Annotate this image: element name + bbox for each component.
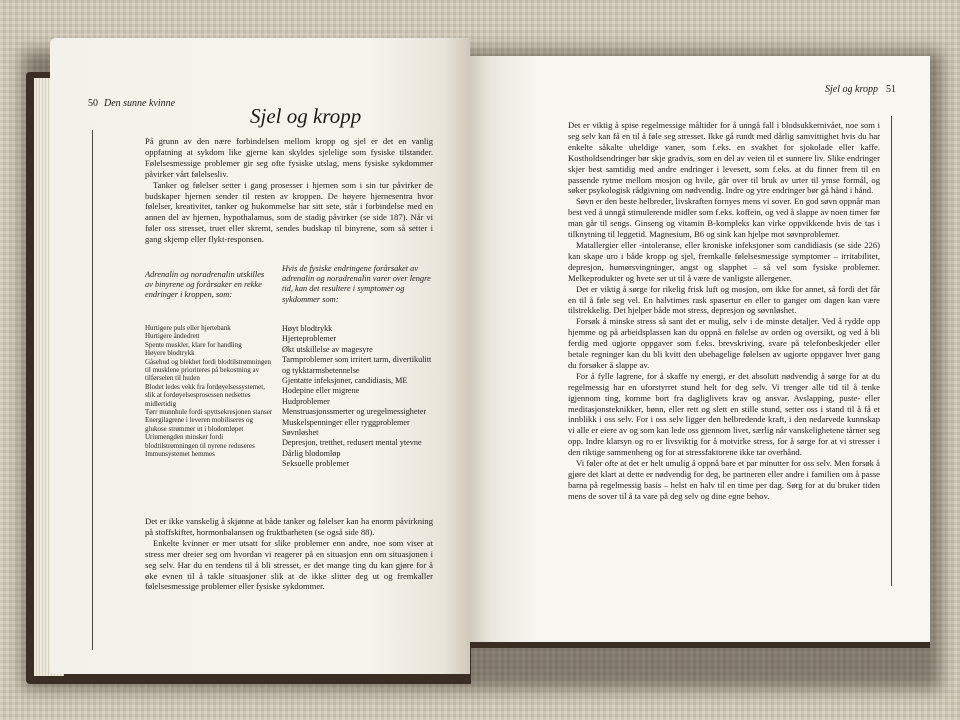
list-item: Gjentatte infeksjoner, candidiasis, ME (282, 376, 408, 386)
list-item: Energilagrene i leveren mobiliseres og glukose strømmer ut i blodomløpet (145, 416, 253, 433)
right-running-head-text: Sjel og kropp (825, 84, 878, 95)
body-paragraph: For å fylle lagrene, for å skaffe ny energi, er det absolutt nødvendig å sørge for at du regelmessig har en uforstyrret stund helt for deg selv. Vi trenger alle tid til å tenke igjennom ting, komme bort fra dagliglivets krav og ansvar. Avslapping, puste- eller meditasjonsteknikker, bønn, eller rett og slett en stille stund, setter oss i stand til å få et innblikk i oss selv. For i oss selv ligger den helbredende kraft, i den nedarvede kunnskap vi alle er eiere av og som kan lede oss gjennom livet, særlig når vanskelighetene tårner seg opp. Indre klarsyn og ro er livsviktig for å motvirke stress, for å sørge for at vi stresser i den riktige sammenheng og for at stressfaktorene ikke tar overhånd. (568, 370, 880, 458)
intro-paragraph: Tanker og følelser setter i gang prosesser i hjernen som i sin tur påvirker de budskaper hjernen sender til resten av kroppen. De høyere hjernesentra hvor følelser, kreativitet, tanker og hukommelse har sitt sete, står i forbindelse med en annen del av hjernen, hypothalamus, som de stadig påvirker (se side 187). Når vi føler oss stresset, truet eller skremt, sendes budskap til binyrene, som så setter i gang skjemp eller flykt-responsen. (145, 179, 433, 245)
list-item: Hurtigere puls eller hjertebank (145, 324, 231, 332)
closing-paragraph: Det er ikke vanskelig å skjønne at både tanker og følelser kan ha enorm påvirkning på stoffskiftet, hormonbalansen og fruktbarheten (se også side 88). (145, 516, 433, 537)
list-item: Hodepine eller migrene (282, 386, 360, 396)
left-page-number: 50 (88, 98, 98, 109)
body-paragraph: Søvn er den beste helbreder, livskraften fornyes mens vi sover. En god søvn oppnår man best ved å unngå stimulerende midler som f.eks. koffein, og ved å slappe av noen timer før man går til sengs. Ginseng og vitamin B-kompleks kan virke oppvikkende hvis de tas i tilknytning til leggetid. Magnesium, B6 og sink kan hjelpe mot søvnproblemer. (568, 196, 880, 240)
list-item: Urinmengden minsker fordi blodtilstrømningen til nyrene reduseres (145, 433, 255, 450)
column2-heading: Hvis de fysiske endringene forårsaket av adrenalin og noradrenalin varer over lengre tid, kan det resultere i symptomer og sykdommer som: (282, 264, 431, 304)
closing-paragraph: Enkelte kvinner er mer utsatt for slike problemer enn andre, noe som viser at stress mer dreier seg om hvordan vi reagerer på en situasjon enn om situasjonen i seg selv. Har du en tendens til å bli stresset, er det mange ting du kan gjøre for å øke evnen til å takle situasjoner slik at de ikke slitter deg ut og fremkaller følelsesmessige problemer eller fysiske sykdommer. (145, 537, 433, 592)
list-item: Høyere blodtrykk (145, 349, 195, 358)
list-item: Hurtigere åndedrett (145, 332, 200, 341)
body-paragraph: Det er viktig å spise regelmessige måltider for å unngå fall i blodsukkernivået, noe som i seg selv kan få en til å føle seg stresset. Ikke gå rundt med dårlig samvittighet hvis du har enkelte såkalte uheldige vaner, som f.eks. en svakhet for sjokolade eller kaffe. Kostholdsendringer bør skje gradvis, som en del av veien til et sunnere liv. Slike endringer skjer best samtidig med andre endringer i levesett, som f.eks. at du finner frem til en passende rytme mellom mosjon og hvile, går over til bruk av urter til ymse formål, og søker psykologisk rådgivning om nødvendig. Indre og ytre endringer bør gå hånd i hånd. (568, 120, 880, 196)
left-running-head (88, 98, 175, 109)
list-item: Søvnløshet (282, 428, 319, 438)
left-running-head-text: Den sunne kvinne (104, 98, 176, 109)
column1-list (145, 324, 273, 459)
body-text (568, 120, 880, 502)
list-item: Immunsystemet hemmes (145, 450, 215, 459)
column2-list (282, 324, 432, 470)
list-item: Tarmproblemer som irritert tarm, divertikulitt og tykktarmsbetennelse (282, 355, 432, 375)
body-paragraph: Vi føler ofte at det er helt umulig å oppnå bare et par minutter for oss selv. Men forsøk å gjøre det klart at dette er nødvendig for deg, be partneren eller andre i familien om å passe barna på regelmessig basis – helst en halv til en time per dag. Sørg for at du bruker tiden mens de sover til å ta vare på deg selv og dine egne behov. (568, 458, 880, 501)
body-paragraph: Matallergier eller -intoleranse, eller kroniske infeksjoner som candidiasis (se side 226) kan skape uro i både kropp og sjel, fremkalle følelsesmessige symptomer – irritabilitet, depresjon, humørsvingninger, angst og slapphet – så vel som fysiske problemer. Melkeprodukter og hvete ser ut til å være de vanligste allergener. (568, 239, 880, 283)
body-paragraph: Det er viktig å sørge for rikelig frisk luft og mosjon, om ikke for annet, så fordi det får en til å føle seg vel. En halvtimes rask spasertur en eller to ganger om dagen kan være tilstrekkelig. Det hjelper både mot stress, depresjon og søvnløshet. (568, 283, 880, 316)
margin-rule (92, 130, 93, 650)
list-item: Dårlig blodomløp (282, 448, 341, 458)
list-item: Depresjon, tretthet, redusert mental ytevne (282, 438, 422, 448)
list-item: Blodet ledes vekk fra fordøyelsessystemet, slik at fordøyelsesprosessen nedsettes midlertidig (145, 382, 265, 408)
column1-heading: Adrenalin og noradrenalin utskilles av binyrene og forårsaker en rekke endringer i kroppen, som: (145, 270, 265, 300)
left-page (50, 38, 470, 674)
list-item: Spente muskler, klare for handling (145, 340, 242, 349)
right-running-head (825, 84, 896, 95)
list-item: Muskelspenninger eller ryggproblemer (282, 417, 410, 427)
list-item: Tørr munnhule fordi spyttsekresjonen stanser (145, 408, 273, 417)
intro-paragraph: På grunn av den nære forbindelsen mellom kropp og sjel er det en vanlig oppfatning at sykdom like gjerne kan skyldes sjelelige som fysiske tilstander. Følelsesmessige problemer gir seg ofte fysiske utslag, mens fysiske sykdommer påvirker vårt følelsesliv. (145, 136, 433, 179)
list-item: Økt utskillelse av magesyre (282, 344, 373, 354)
list-item: Gåsehud og blekhet fordi blodtilstrømningen til musklene prioriteres på bekostning av tilførselen til huden (145, 357, 271, 383)
intro-text (145, 136, 433, 245)
page-title: Sjel og kropp (250, 104, 362, 128)
right-page-number: 51 (886, 84, 896, 95)
list-item: Hudproblemer (282, 396, 330, 406)
list-item: Høyt blodtrykk (282, 324, 333, 333)
right-page (468, 56, 930, 642)
list-item: Hjerteproblemer (282, 334, 337, 344)
list-item: Menstruasjonssmerter og uregelmessigheter (282, 407, 427, 417)
body-paragraph: Forsøk å minske stress så sant det er mulig, selv i de minste detaljer. Ved å rydde opp hjemme og på arbeidsplassen kan du oppnå en følelse av orden og oversikt, og ved å bli ferdig med ugjorte oppgaver som f.eks. brevskriving, svare på telefonbeskjeder eller betale regninger kan du bli kvitt den ubehagelige følelsen av ugjorte oppgaver hver gang du forsøker å slappe av. (568, 316, 880, 370)
closing-text (145, 516, 433, 592)
margin-rule (891, 116, 892, 586)
list-item: Seksuelle problemer (282, 459, 350, 469)
